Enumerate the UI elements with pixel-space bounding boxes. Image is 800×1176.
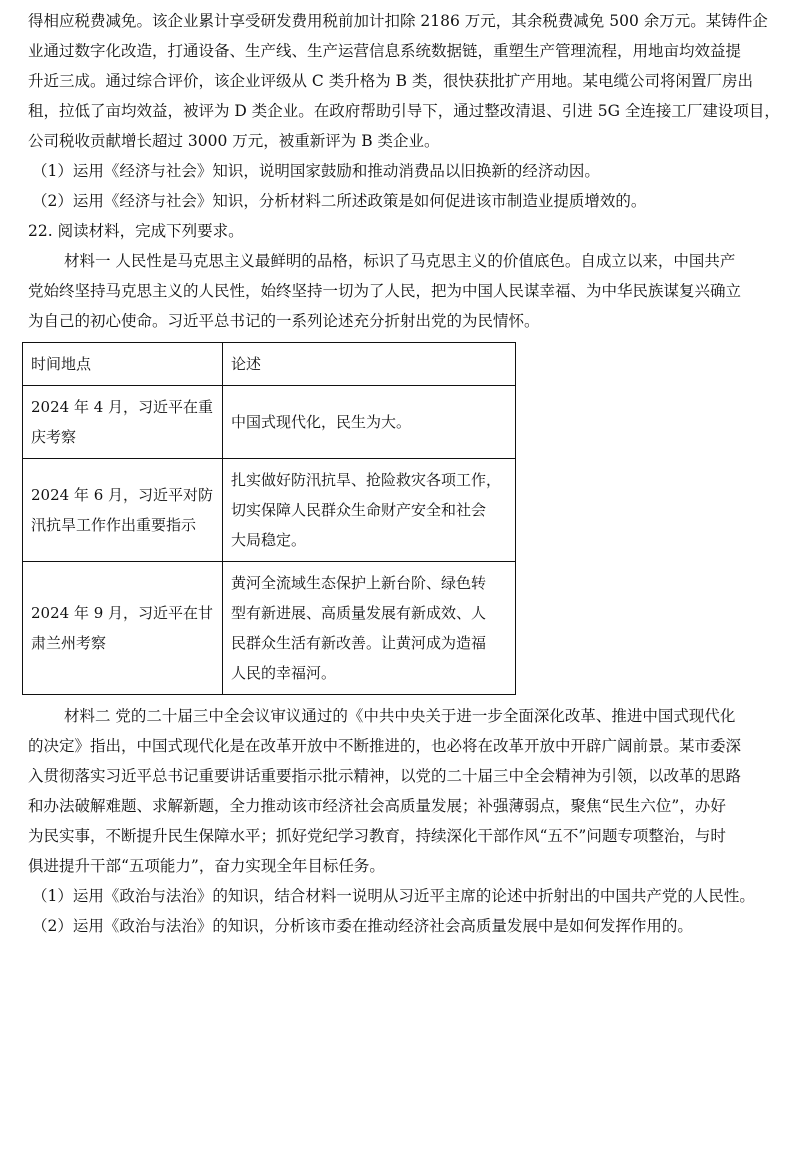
question-21-subquestions — [28, 156, 780, 216]
cell-line: 民群众生活有新改善。让黄河成为造福 — [230, 634, 486, 652]
statements-table — [22, 342, 516, 695]
paragraph-line: 材料一 人民性是马克思主义最鲜明的品格，标识了马克思主义的价值底色。自成立以来，中国共产 — [64, 252, 736, 270]
cell-line: 大局稳定。 — [230, 531, 306, 549]
cell-line: 型有新进展、高质量发展有新成效、人 — [230, 604, 486, 622]
paragraph-line: 和办法破解难题、求解新题，全力推动该市经济社会高质量发展；补强薄弱点，聚焦“民生六位”，办好 — [28, 797, 726, 815]
material-two — [28, 701, 780, 881]
question-22-heading: 22. 阅读材料，完成下列要求。 — [28, 222, 244, 240]
cell-line: 人民的幸福河。 — [230, 664, 336, 682]
subquestion: （2）运用《政治与法治》的知识，分析该市委在推动经济社会高质量发展中是如何发挥作用的。 — [32, 917, 693, 935]
cell-line: 2024 年 9 月，习近平在甘 — [31, 604, 214, 622]
paragraph-line: 的决定》指出，中国式现代化是在改革开放中不断推进的，也必将在改革开放中开辟广阔前景。某市委深 — [28, 737, 742, 755]
table-cell-time — [23, 459, 223, 562]
material-one — [28, 246, 780, 336]
subquestion: （1）运用《政治与法治》的知识，结合材料一说明从习近平主席的论述中折射出的中国共产党的人民性。 — [32, 887, 755, 905]
table-row — [23, 386, 516, 459]
paragraph-line: 为自己的初心使命。习近平总书记的一系列论述充分折射出党的为民情怀。 — [28, 312, 540, 330]
cell-line: 黄河全流域生态保护上新台阶、绿色转 — [230, 574, 486, 592]
paragraph-line: 升近三成。通过综合评价，该企业评级从 C 类升格为 B 类，很快获批扩产用地。某电缆公司将闲置厂房出 — [28, 72, 753, 90]
table-cell-statement — [222, 459, 515, 562]
top-paragraph — [28, 6, 780, 156]
cell-line: 扎实做好防汛抗旱、抢险救灾各项工作， — [230, 471, 501, 489]
paragraph-line: 党始终坚持马克思主义的人民性，始终坚持一切为了人民，把为中国人民谋幸福、为中华民族谋复兴确立 — [28, 282, 742, 300]
table-cell-statement — [222, 562, 515, 695]
cell-line: 切实保障人民群众生命财产安全和社会 — [230, 501, 486, 519]
paragraph-line: 材料二 党的二十届三中全会议审议通过的《中共中央关于进一步全面深化改革、推进中国式现代化 — [64, 707, 736, 725]
cell-line: 庆考察 — [31, 428, 77, 446]
cell-line: 肃兰州考察 — [31, 634, 107, 652]
subquestion: （2）运用《经济与社会》知识，分析材料二所述政策是如何促进该市制造业提质增效的。 — [32, 192, 647, 210]
cell-line: 中国式现代化，民生为大。 — [230, 413, 411, 431]
cell-line: 2024 年 6 月，习近平对防 — [31, 486, 214, 504]
paragraph-line: 为民实事，不断提升民生保障水平；抓好党纪学习教育，持续深化干部作风“五不”问题专项整治，与时 — [28, 827, 726, 845]
table-row — [23, 562, 516, 695]
paragraph-line: 俱进提升干部“五项能力”，奋力实现全年目标任务。 — [28, 857, 385, 875]
subquestion: （1）运用《经济与社会》知识，说明国家鼓励和推动消费品以旧换新的经济动因。 — [32, 162, 600, 180]
table-row — [23, 459, 516, 562]
cell-line: 汛抗旱工作作出重要指示 — [31, 516, 197, 534]
cell-line: 2024 年 4 月，习近平在重 — [31, 398, 214, 416]
document-page — [28, 6, 780, 941]
paragraph-line: 租，拉低了亩均效益，被评为 D 类企业。在政府帮助引导下，通过整改清退、引进 5G 全连接工厂建设项目， — [28, 102, 780, 120]
table-cell-time — [23, 562, 223, 695]
paragraph-line: 得相应税费减免。该企业累计享受研发费用税前加计扣除 2186 万元，其余税费减免 500 余万元。某铸件企 — [28, 12, 768, 30]
question-22-subquestions — [28, 881, 780, 941]
table-cell-time — [23, 386, 223, 459]
table-cell-statement — [222, 386, 515, 459]
table-header-statement: 论述 — [222, 343, 515, 386]
table-header-row — [23, 343, 516, 386]
paragraph-line: 业通过数字化改造，打通设备、生产线、生产运营信息系统数据链，重塑生产管理流程，用地亩均效益提 — [28, 42, 742, 60]
paragraph-line: 入贯彻落实习近平总书记重要讲话重要指示批示精神，以党的二十届三中全会精神为引领，以改革的思路 — [28, 767, 742, 785]
table-header-time: 时间地点 — [23, 343, 223, 386]
paragraph-line: 公司税收贡献增长超过 3000 万元，被重新评为 B 类企业。 — [28, 132, 440, 150]
